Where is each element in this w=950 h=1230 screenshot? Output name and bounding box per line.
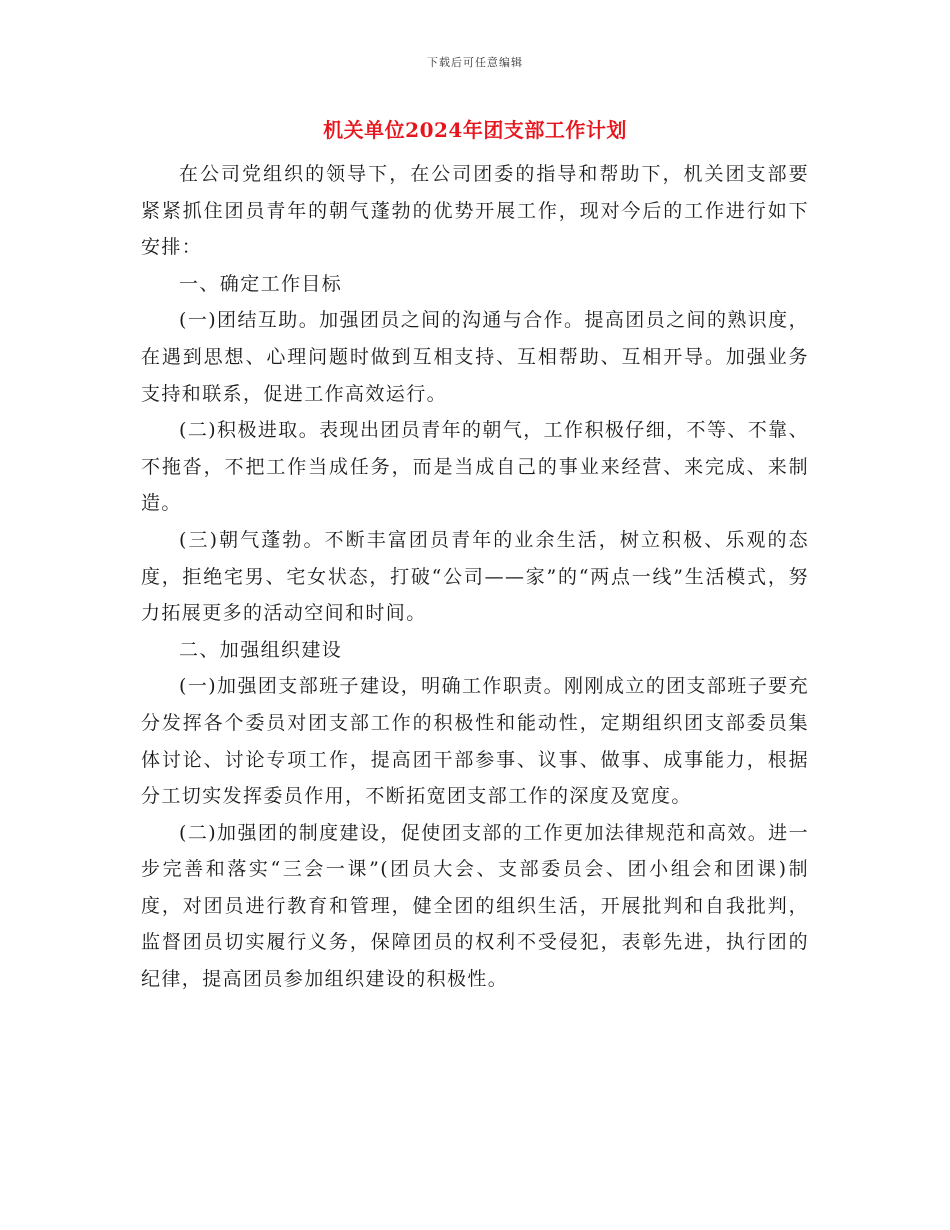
organization-paragraph-2: (二)加强团的制度建设，促使团支部的工作更加法律规范和高效。进一步完善和落实“三会一课”(团员大会、支部委员会、团小组会和团课)制度，对团员进行教育和管理，健全团的组织生活，开展批判和自我批判，监督团员切实履行义务，保障团员的权利不受侵犯，表彰先进，执行团的纪律，提高团员参加组织建设的积极性。 [141,821,809,991]
organization-paragraph-1: (一)加强团支部班子建设，明确工作职责。刚刚成立的团支部班子要充分发挥各个委员对团支部工作的积极性和能动性，定期组织团支部委员集体讨论、讨论专项工作，提高团干部参事、议事、做事、成事能力，根据分工切实发挥委员作用，不断拓宽团支部工作的深度及宽度。 [141,675,809,808]
goal-paragraph-1: (一)团结互助。加强团员之间的沟通与合作。提高团员之间的熟识度，在遇到思想、心理问题时做到互相支持、互相帮助、互相开导。加强业务支持和联系，促进工作高效运行。 [141,309,809,405]
document-title: 机关单位2024年团支部工作计划 [323,118,627,142]
section-heading-organization: 二、加强组织建设 [179,638,343,661]
goal-paragraph-2: (二)积极进取。表现出团员青年的朝气，工作积极仔细，不等、不靠、不拖沓，不把工作当成任务，而是当成自己的事业来经营、来完成、来制造。 [141,419,809,515]
goal-paragraph-3: (三)朝气蓬勃。不断丰富团员青年的业余生活，树立积极、乐观的态度，拒绝宅男、宅女状态，打破“公司——家”的“两点一线”生活模式，努力拓展更多的活动空间和时间。 [141,528,809,625]
header-note: 下载后可任意编辑 [427,56,523,69]
section-heading-goals: 一、确定工作目标 [179,272,343,295]
intro-paragraph: 在公司党组织的领导下，在公司团委的指导和帮助下，机关团支部要紧紧抓住团员青年的朝气蓬勃的优势开展工作，现对今后的工作进行如下安排： [141,163,809,259]
document-body [141,156,809,998]
